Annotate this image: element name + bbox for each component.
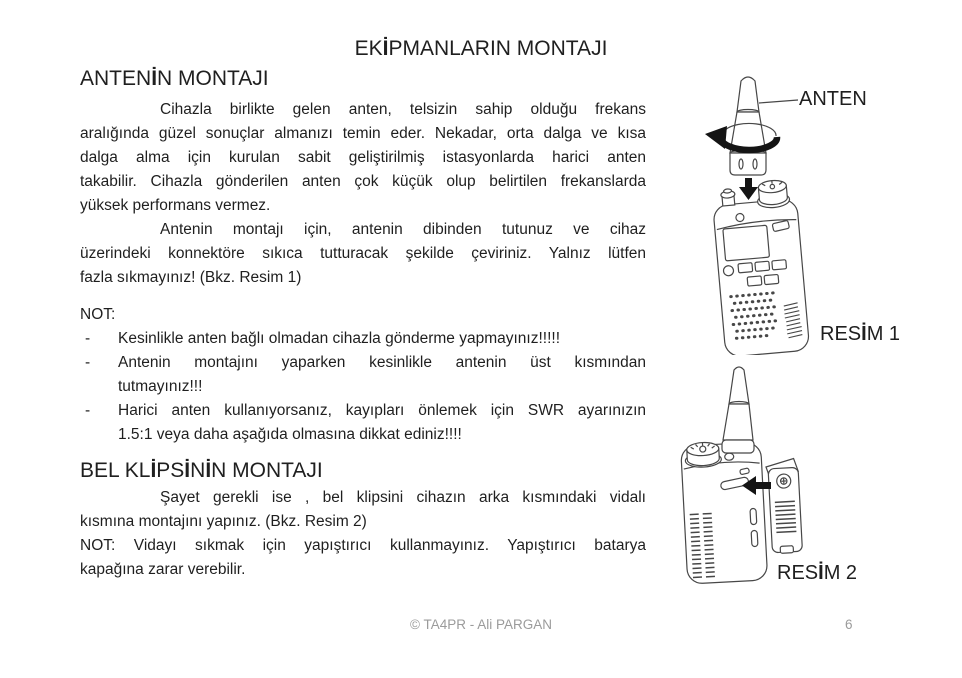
text-line: tutmayınız!!! xyxy=(118,378,203,395)
text-line: kısmına montajını yapınız. (Bkz. Resim 2) xyxy=(80,513,367,530)
text-line: Antenin montajı için, antenin dibinden tutunuz ve cihaz xyxy=(160,221,646,238)
bullet-dash: - xyxy=(85,354,91,371)
note-label: NOT: xyxy=(80,306,116,323)
belt-paragraph-1 xyxy=(80,486,646,534)
list-item xyxy=(80,351,646,399)
page-number: 6 xyxy=(845,617,853,632)
label-leader-line xyxy=(759,100,798,103)
note-text xyxy=(118,327,646,351)
note-list xyxy=(80,327,646,447)
list-item xyxy=(80,327,646,351)
radio-back-art xyxy=(680,440,767,584)
text-line: Cihazla birlikte gelen anten, telsizin sahip olduğu frekans xyxy=(160,101,646,118)
text-line: üzerindeki konnektöre sıkıca tutturacak şekilde çeviriniz. Yalnız lütfen xyxy=(80,245,646,262)
figure1-antenna-mounting-art xyxy=(655,10,955,355)
bullet-dash: - xyxy=(85,402,91,419)
text-line: 1.5:1 veya daha aşağıda olmasına dikkat ediniz!!!! xyxy=(118,426,462,443)
text-line: yüksek performans vermez. xyxy=(80,197,271,214)
figure2-caption: RESİM 2 xyxy=(777,562,858,584)
page-title: EKİPMANLARIN MONTAJI xyxy=(354,37,608,60)
text-line: Antenin montajını yaparken kesinlikle antenin üst kısmından xyxy=(118,354,646,371)
note-text xyxy=(118,399,646,447)
figure1-caption: RESİM 1 xyxy=(820,323,901,345)
text-line: kapağına zarar verebilir. xyxy=(80,561,246,578)
antenna-art xyxy=(730,77,766,175)
belt-note-paragraph xyxy=(80,534,646,582)
text-column xyxy=(80,66,646,582)
text-line: dalga alma için kurulan sabit geliştirilmiş istasyonlarda harici anten xyxy=(80,149,646,166)
antenna-paragraph-1 xyxy=(80,98,646,218)
text-line: fazla sıkmayınız! (Bkz. Resim 1) xyxy=(80,269,302,286)
note-text xyxy=(118,351,646,399)
antenna-paragraph-2 xyxy=(80,218,646,290)
section-heading-antenna: ANTENİN MONTAJI xyxy=(80,67,269,90)
radio-front-art xyxy=(711,179,810,355)
section-heading-belt-clip: BEL KLİPSİNİN MONTAJI xyxy=(80,459,323,482)
text-line: Harici anten kullanıyorsanız, kayıpları önlemek için SWR ayarınızın xyxy=(118,402,646,419)
text-line: NOT: Vidayı sıkmak için yapıştırıcı kullanmayınız. Yapıştırıcı batarya xyxy=(80,537,646,554)
antenna-on-radio-art xyxy=(722,367,754,453)
list-item xyxy=(80,399,646,447)
antenna-callout-label: ANTEN xyxy=(799,88,867,110)
text-line: aralığında güzel sonuçlar almanızı temin eder. Nekadar, orta dalga ve kısa xyxy=(80,125,646,142)
down-arrow-icon xyxy=(739,178,758,200)
belt-clip-art xyxy=(766,458,803,554)
text-line: Kesinlikle anten bağlı olmadan cihazla gönderme yapmayınız!!!!! xyxy=(118,330,560,347)
footer-copyright: © TA4PR - Ali PARGAN xyxy=(410,617,552,632)
bullet-dash: - xyxy=(85,330,91,347)
text-line: Şayet gerekli ise , bel klipsini cihazın arka kısmındaki vidalı xyxy=(160,489,646,506)
text-line: takabilir. Cihazla gönderilen anten çok küçük olup belirtilen frekanslarda xyxy=(80,173,646,190)
figure2-belt-clip-art xyxy=(650,360,962,595)
